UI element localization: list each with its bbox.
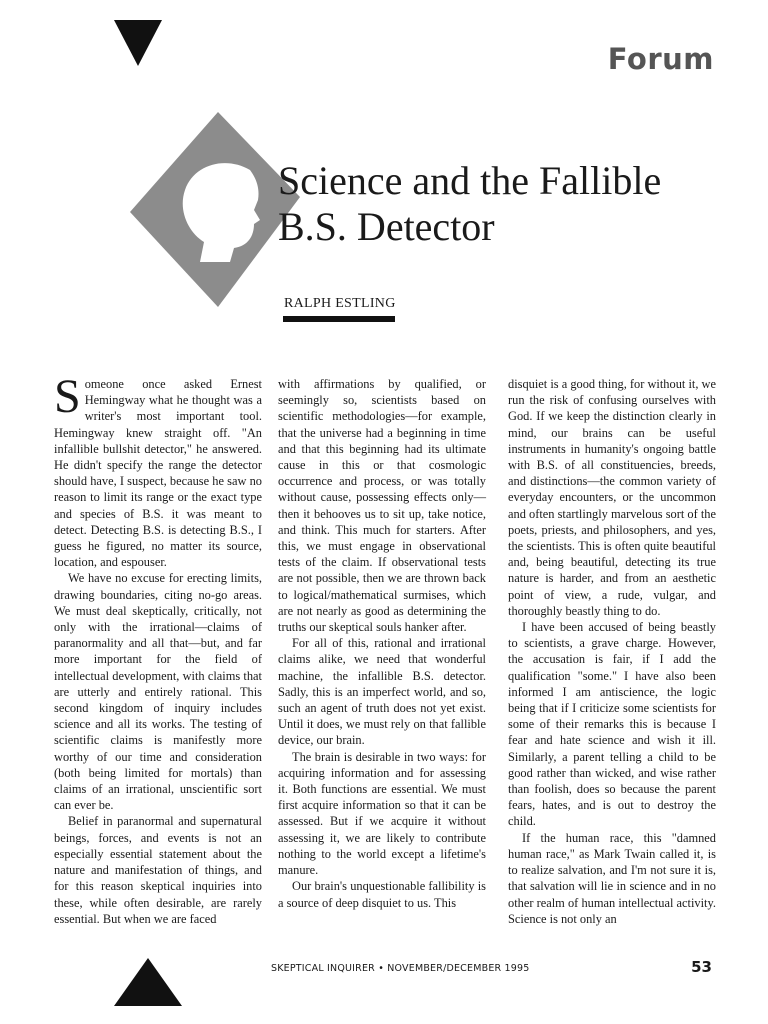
paragraph: Belief in paranormal and supernatural beings, forces, and events is not an especially essential statement about the nature and manifestation of things, and for this reason skeptical inquiries into these, while often desirable, are rarely essential. But when we are faced (54, 814, 262, 926)
paragraph: For all of this, rational and irrational claims alike, we need that wonderful machine, the infallible B.S. detector. Sadly, this is an imperfect world, and so, such an agent of truth does not yet exist. Until it does, we must rely on that fallible device, our brain. (278, 636, 486, 748)
text-column-1 (54, 370, 262, 927)
decorative-triangle-bottom (114, 958, 182, 1006)
paragraph (54, 370, 262, 570)
paragraph: Our brain's unquestionable fallibility is a source of deep disquiet to us. This (278, 879, 486, 910)
author-rule (283, 316, 395, 322)
paragraph: If the human race, this "damned human race," as Mark Twain called it, is to realize salvation, and I'm not sure it is, that salvation will lie in science and in no other realm of human intellectual activity. Science is not only an (508, 830, 716, 926)
running-footer: SKEPTICAL INQUIRER • NOVEMBER/DECEMBER 1995 (271, 963, 530, 974)
title-line-1: Science and the Fallible (278, 158, 662, 203)
decorative-triangle-top (114, 20, 162, 66)
article-title (278, 158, 661, 250)
author-byline: RALPH ESTLING (284, 296, 396, 311)
paragraph: The brain is desirable in two ways: for acquiring information and for assessing it. Both functions are essential. We must first acquire information so that it can be assessed. But if we acquire it without assessing it, we are likely to contribute nothing to the world except a lifetime's manure. (278, 749, 486, 878)
paragraph: with affirmations by qualified, or seemingly so, scientists based on scientific methodologies—for example, that the universe had a beginning in time and that this beginning had its ultimate cause in this or that cosmologic occurrence and process, or was totally without cause, possessing effects only—then it behooves us to sit up, take notice, and think. This much for starters. After this, we must engage in observational tests of the claim. If observational tests are not possible, then we are thrown back to logical/mathematical surmises, which are not nearly as good as determining the truths our skeptical souls hanker after. (278, 377, 486, 635)
paragraph: We have no excuse for erecting limits, drawing boundaries, citing no-go areas. We must deal skeptically, critically, not only with the irrational—claims of paranormality and all that—but, and far more important for the field of intellectual development, with claims that are utterly and entirely rational. This second kingdom of inquiry includes science and all its works. The testing of scientific claims is manifestly more worthy of our time and consideration (both being limited for mortals) than claims of an irrational, unscientific sort can ever be. (54, 571, 262, 813)
paragraph: I have been accused of being beastly to scientists, a grave charge. However, the accusation is fair, if I add the qualification "some." I have also been informed I am antiscience, the logic being that if I criticize some scientists for some of their remarks this is because I fear and hate science and wish it ill. Similarly, a parent telling a child to be good rather than wicked, and wise rather than foolish, does so because the parent fears, hates, and is out to destroy the child. (508, 620, 716, 829)
page-number: 53 (691, 958, 712, 976)
text-column-3 (508, 376, 716, 927)
text-column-2 (278, 376, 486, 911)
head-profile-emblem (130, 112, 300, 307)
title-line-2: B.S. Detector (278, 204, 495, 249)
paragraph: disquiet is a good thing, for without it, we run the risk of confusing ourselves with God. If we keep the distinction clearly in mind, our brains can be useful instruments in humanity's ongoing battle with B.S. of all constituencies, breeds, and distinctions—the common variety of everyday encounters, or the uncommon and often startlingly marvelous sort of the poets, priests, and philosophers, and yes, the scientists. This is often quite beautiful and, being beautiful, detecting its true nature is harder, and from an aesthetic point of view, a rude, vulgar, and thoroughly beastly thing to do. (508, 377, 716, 618)
section-label: Forum (607, 42, 714, 76)
drop-cap: S (54, 370, 81, 423)
paragraph-text: omeone once asked Ernest Hemingway what he thought was a writer's most important tool. Hemingway knew straight off. "An infallible bullshit detector," he answered. He didn't specify the range the detector should have, I suspect, because he saw no reason to limit its range or the exact type and species of B.S. it was meant to detect. Detecting B.S. is detecting B.S., I guess he figured, no matter its source, location, and espouser. (54, 377, 262, 570)
